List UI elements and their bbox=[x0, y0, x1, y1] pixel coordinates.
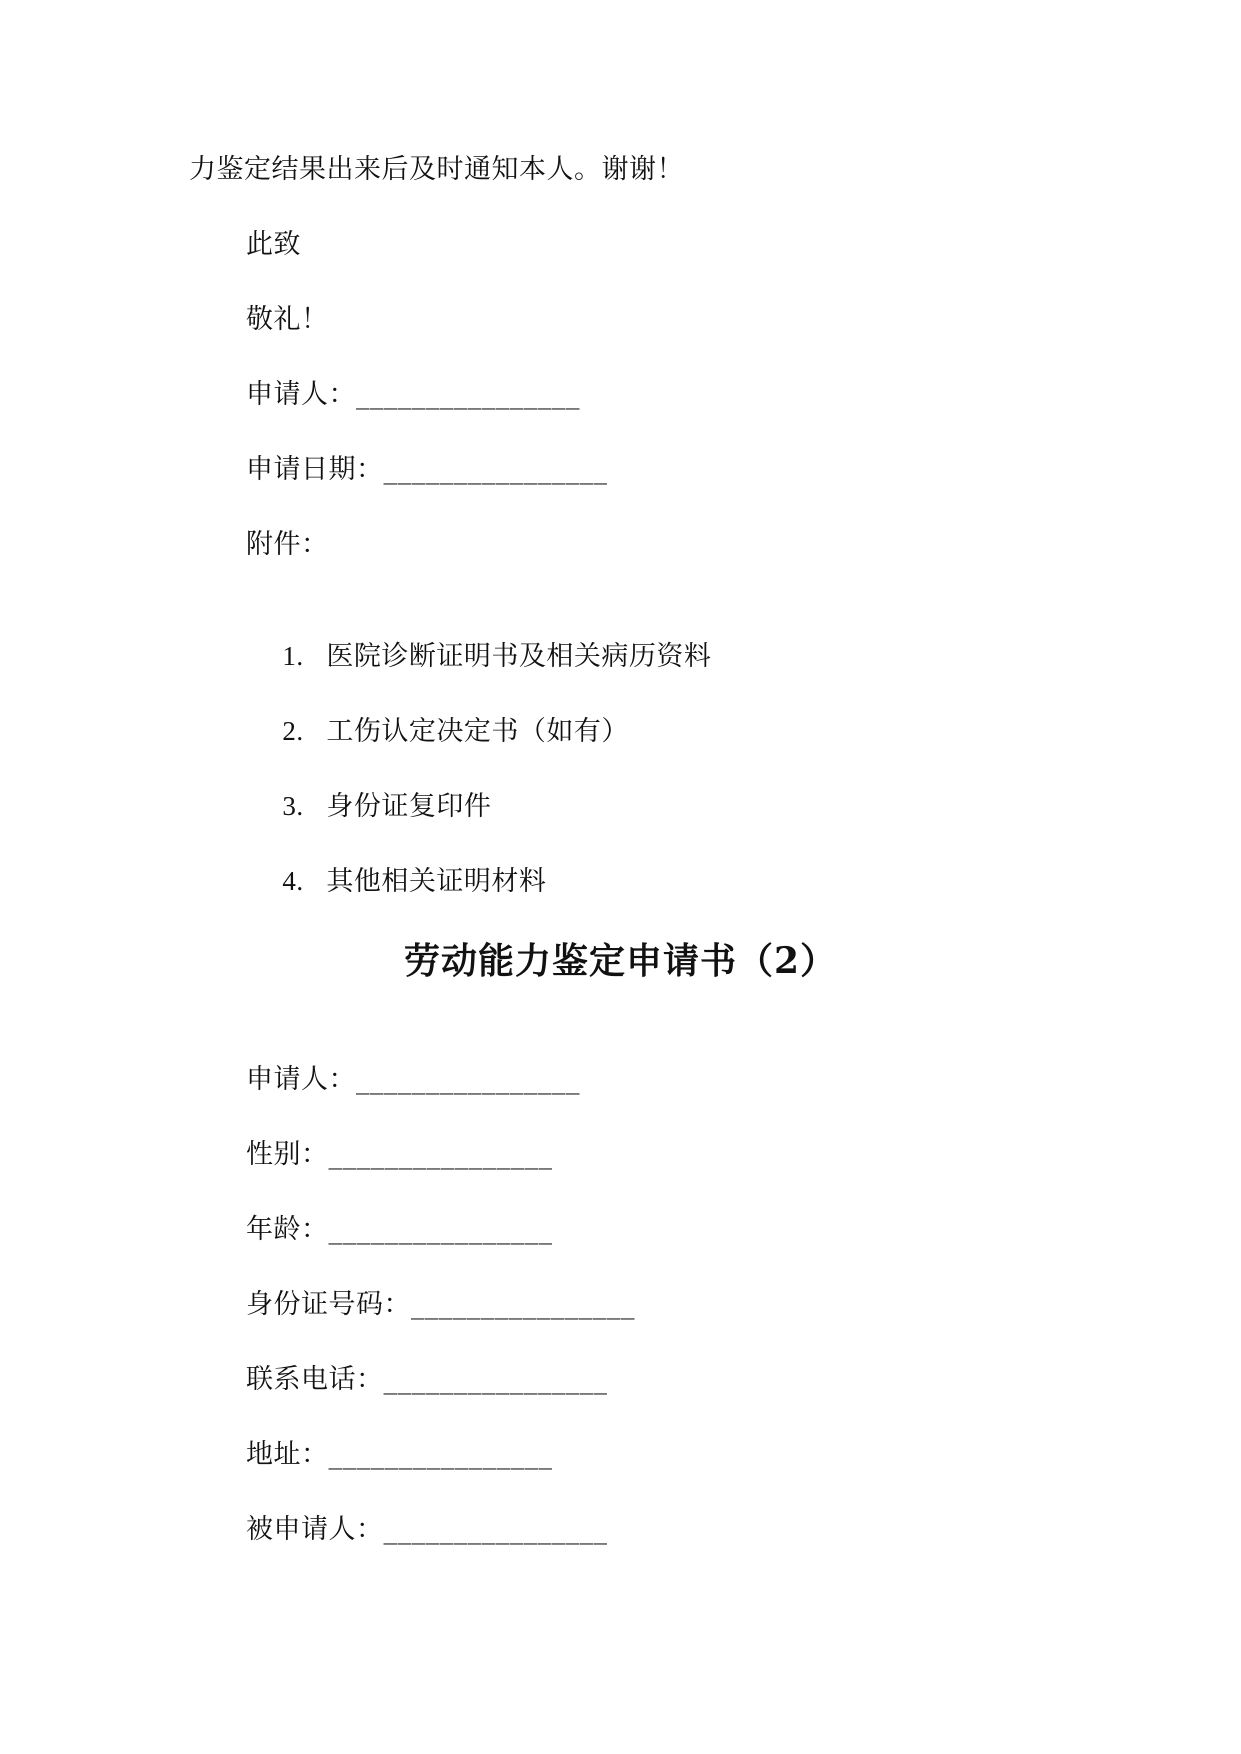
attachment-number: 2. bbox=[282, 716, 304, 746]
salutation: 此致 bbox=[246, 229, 301, 260]
attachment-text: 其他相关证明材料 bbox=[326, 866, 547, 897]
form-field-age: 年龄：________________ bbox=[246, 1214, 553, 1245]
attachment-text: 工伤认定决定书（如有） bbox=[326, 716, 629, 747]
form-field-address: 地址：________________ bbox=[246, 1439, 553, 1470]
attachment-item bbox=[246, 827, 546, 936]
attachment-text: 医院诊断证明书及相关病历资料 bbox=[326, 641, 712, 672]
application-date-field: 申请日期：________________ bbox=[246, 454, 608, 485]
regards: 敬礼！ bbox=[246, 304, 329, 335]
form-field-phone: 联系电话：________________ bbox=[246, 1364, 608, 1395]
attachment-text: 身份证复印件 bbox=[326, 791, 492, 822]
continuation-text: 力鉴定结果出来后及时通知本人。谢谢！ bbox=[189, 154, 684, 185]
applicant-signature-field: 申请人：________________ bbox=[246, 379, 580, 410]
attachment-number: 1. bbox=[282, 641, 304, 671]
form-field-respondent: 被申请人：________________ bbox=[246, 1514, 608, 1545]
form-field-id-number: 身份证号码：________________ bbox=[246, 1289, 635, 1320]
form-field-applicant: 申请人：________________ bbox=[246, 1064, 580, 1095]
form-field-gender: 性别：________________ bbox=[246, 1139, 553, 1170]
attachment-number: 4. bbox=[282, 866, 304, 896]
attachments-label: 附件： bbox=[246, 529, 329, 560]
section2-title: 劳动能力鉴定申请书（2） bbox=[403, 940, 838, 982]
attachment-number: 3. bbox=[282, 791, 304, 821]
